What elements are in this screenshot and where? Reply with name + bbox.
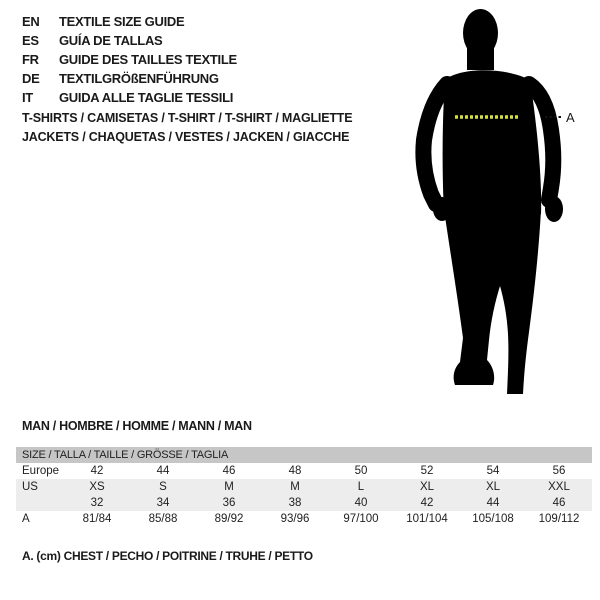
language-label: TEXTILE SIZE GUIDE <box>59 14 185 29</box>
size-row-label: Europe <box>22 465 60 477</box>
language-row <box>22 12 237 31</box>
language-row <box>22 31 237 50</box>
silhouette-right-hand <box>545 196 563 222</box>
size-cell: 40 <box>354 497 368 509</box>
language-row <box>22 69 237 88</box>
size-table-row <box>16 511 592 527</box>
size-cell: 97/100 <box>343 513 379 525</box>
language-list <box>22 12 237 107</box>
size-cell: S <box>159 481 167 493</box>
size-cell: 32 <box>90 497 104 509</box>
size-cell: M <box>290 481 300 493</box>
size-cell: 38 <box>288 497 302 509</box>
silhouette-legs <box>444 210 541 394</box>
size-cell: 105/108 <box>472 513 514 525</box>
size-cell: 89/92 <box>214 513 244 525</box>
size-cell: 36 <box>222 497 236 509</box>
size-cell: XS <box>89 481 105 493</box>
size-row-label <box>16 495 64 511</box>
section-title-man: MAN / HOMBRE / HOMME / MANN / MAN <box>22 419 252 433</box>
size-cell: 81/84 <box>82 513 112 525</box>
size-cell: L <box>357 481 365 493</box>
size-cell: 54 <box>486 465 500 477</box>
size-cell: 50 <box>354 465 368 477</box>
category-lines <box>22 109 352 147</box>
size-table-header: SIZE / TALLA / TAILLE / GRÖSSE / TAGLIA <box>16 447 592 463</box>
language-code: IT <box>22 90 33 105</box>
measurement-footnote: A. (cm) CHEST / PECHO / POITRINE / TRUHE / PETTO <box>22 549 313 563</box>
language-code: FR <box>22 52 39 67</box>
language-code: ES <box>22 33 39 48</box>
size-cell: XXL <box>548 481 570 493</box>
size-cell: 42 <box>420 497 434 509</box>
size-cell: 42 <box>90 465 104 477</box>
size-cell: 48 <box>288 465 302 477</box>
category-line-jackets: JACKETS / CHAQUETAS / VESTES / JACKEN / GIACCHE <box>22 130 350 144</box>
language-label: GUIDE DES TAILLES TEXTILE <box>59 52 237 67</box>
size-cell: 93/96 <box>280 513 310 525</box>
language-label: GUIDA ALLE TAGLIE TESSILI <box>59 90 234 105</box>
measurement-label-a: A <box>566 110 575 125</box>
size-row-label: US <box>22 481 38 493</box>
language-label: TEXTILGRÖßENFÜHRUNG <box>59 71 219 86</box>
size-table-rows <box>16 463 592 527</box>
size-cell: XL <box>485 481 501 493</box>
size-cell: M <box>224 481 234 493</box>
size-row-label: A <box>22 513 30 525</box>
language-code: DE <box>22 71 40 86</box>
size-cell: 34 <box>156 497 170 509</box>
size-table-row <box>16 495 592 511</box>
category-line-tshirts: T-SHIRTS / CAMISETAS / T-SHIRT / T-SHIRT / MAGLIETTE <box>22 111 353 125</box>
language-code: EN <box>22 14 40 29</box>
language-row <box>22 50 237 69</box>
silhouette-shape <box>423 9 563 394</box>
language-label: GUÍA DE TALLAS <box>59 33 163 48</box>
size-cell: 46 <box>552 497 566 509</box>
size-cell: 101/104 <box>406 513 448 525</box>
size-cell: 44 <box>156 465 170 477</box>
size-cell: 46 <box>222 465 236 477</box>
size-cell: 109/112 <box>538 513 580 525</box>
language-row <box>22 88 237 107</box>
size-table-row <box>16 479 592 495</box>
size-cell: 56 <box>552 465 566 477</box>
size-table <box>16 447 592 527</box>
size-cell: 85/88 <box>148 513 178 525</box>
figure-area <box>408 2 594 400</box>
size-cell: 44 <box>486 497 500 509</box>
silhouette-neck <box>467 44 494 70</box>
man-silhouette <box>408 2 594 400</box>
size-cell: 52 <box>420 465 434 477</box>
size-table-row <box>16 463 592 479</box>
size-cell: XL <box>419 481 435 493</box>
